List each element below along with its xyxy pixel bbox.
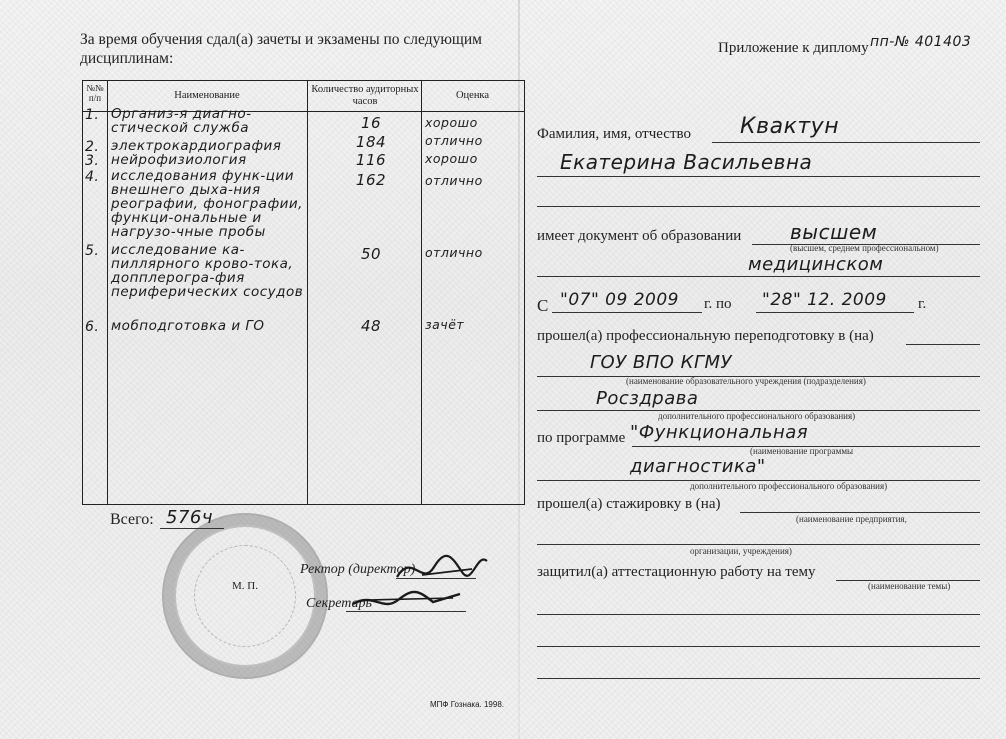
program-value: "Функциональная — [630, 422, 809, 443]
edu-note: (высшем, среднем профессиональном) — [790, 243, 939, 253]
row-2-grade: отлично — [425, 133, 483, 148]
from-date: "07" 09 2009 — [560, 290, 679, 310]
institution-note: (наименование образовательного учреждения (подразделения) — [626, 376, 866, 386]
g-label: г. — [918, 296, 927, 312]
internship-note-2: организации, учреждения) — [690, 546, 792, 556]
appendix-title: Приложение к диплому — [718, 40, 869, 56]
edu-value-2: медицинском — [748, 254, 884, 275]
fio-label: Фамилия, имя, отчество — [537, 126, 691, 142]
program-value-2: диагностика" — [630, 456, 766, 477]
row-1-name: Организ-я диагно-стической служба — [111, 106, 252, 136]
col-hours-header: Количество аудиторных часов — [311, 84, 419, 107]
row-6-num: 6. — [85, 319, 100, 335]
name-patronymic-value: Екатерина Васильевна — [560, 150, 813, 174]
diploma-number: пп-№ 401403 — [870, 34, 972, 50]
g-po-label: г. по — [704, 296, 732, 312]
secretary-label: Секретарь — [306, 596, 372, 611]
official-stamp — [162, 513, 328, 679]
row-2-num: 2. — [85, 139, 100, 155]
total-label: Всего: — [110, 511, 154, 528]
printer-mark: МПФ Гознака. 1998. — [430, 700, 504, 709]
defended-label: защитил(а) аттестационную работу на тему — [537, 564, 816, 580]
row-3-name: нейрофизиология — [111, 152, 247, 168]
row-3-num: 3. — [85, 153, 100, 169]
dpo-note-2: дополнительного профессионального образования) — [690, 481, 888, 491]
internship-label: прошел(а) стажировку в (на) — [537, 496, 721, 512]
row-5-hours: 50 — [360, 245, 382, 263]
col-name-header: Наименование — [174, 90, 240, 101]
left-heading: За время обучения сдал(а) зачеты и экзамены по следующим дисциплинам: — [80, 31, 482, 67]
col-num-header: №№ п/п — [86, 83, 104, 103]
row-2-hours: 184 — [355, 133, 387, 151]
rector-label: Ректор (директор) — [300, 562, 416, 577]
topic-note: (наименование темы) — [868, 581, 951, 591]
row-4-grade: отлично — [425, 173, 483, 188]
secretary-signature — [348, 582, 468, 616]
from-label: С — [537, 296, 549, 315]
institution-value-2: Росздрава — [596, 388, 699, 409]
row-5-name: исследование ка-пиллярного крово-тока, допплерогра-фия периферических сосудов — [111, 242, 304, 300]
row-6-name: мобподготовка и ГО — [111, 318, 265, 334]
row-4-num: 4. — [85, 169, 100, 185]
row-5-grade: отлично — [425, 245, 483, 260]
row-1-grade: хорошо — [425, 115, 478, 130]
grades-table — [82, 80, 525, 505]
col-grade-header: Оценка — [455, 90, 490, 101]
edu-label: имеет документ об образовании — [537, 228, 742, 244]
passed-label: прошел(а) профессиональную переподготовку в (на) — [537, 328, 874, 344]
row-4-hours: 162 — [355, 171, 387, 189]
mp-label: М. П. — [232, 580, 258, 592]
internship-note-1: (наименование предприятия, — [796, 514, 907, 524]
institution-value: ГОУ ВПО КГМУ — [590, 352, 732, 373]
row-6-hours: 48 — [360, 317, 382, 335]
to-date: "28" 12. 2009 — [762, 290, 887, 310]
row-3-grade: хорошо — [425, 151, 478, 166]
program-note: (наименование программы — [750, 446, 854, 456]
row-6-grade: зачёт — [425, 317, 465, 332]
dpo-note-1: дополнительного профессионального образования) — [658, 411, 856, 421]
row-4-name: исследования функ-ции внешнего дыха-ния реографии, фонографии, функци-ональные и нагрузо-чные пробы — [111, 168, 303, 240]
total-value: 576ч — [166, 507, 213, 528]
edu-value: высшем — [790, 220, 878, 244]
program-label: по программе — [537, 430, 626, 446]
rector-signature — [392, 547, 492, 587]
surname-value: Квактун — [740, 114, 840, 139]
row-1-hours: 16 — [360, 114, 382, 132]
row-3-hours: 116 — [355, 151, 387, 169]
row-1-num: 1. — [85, 107, 100, 123]
row-5-num: 5. — [85, 243, 100, 259]
row-2-name: электрокардиография — [111, 138, 282, 154]
